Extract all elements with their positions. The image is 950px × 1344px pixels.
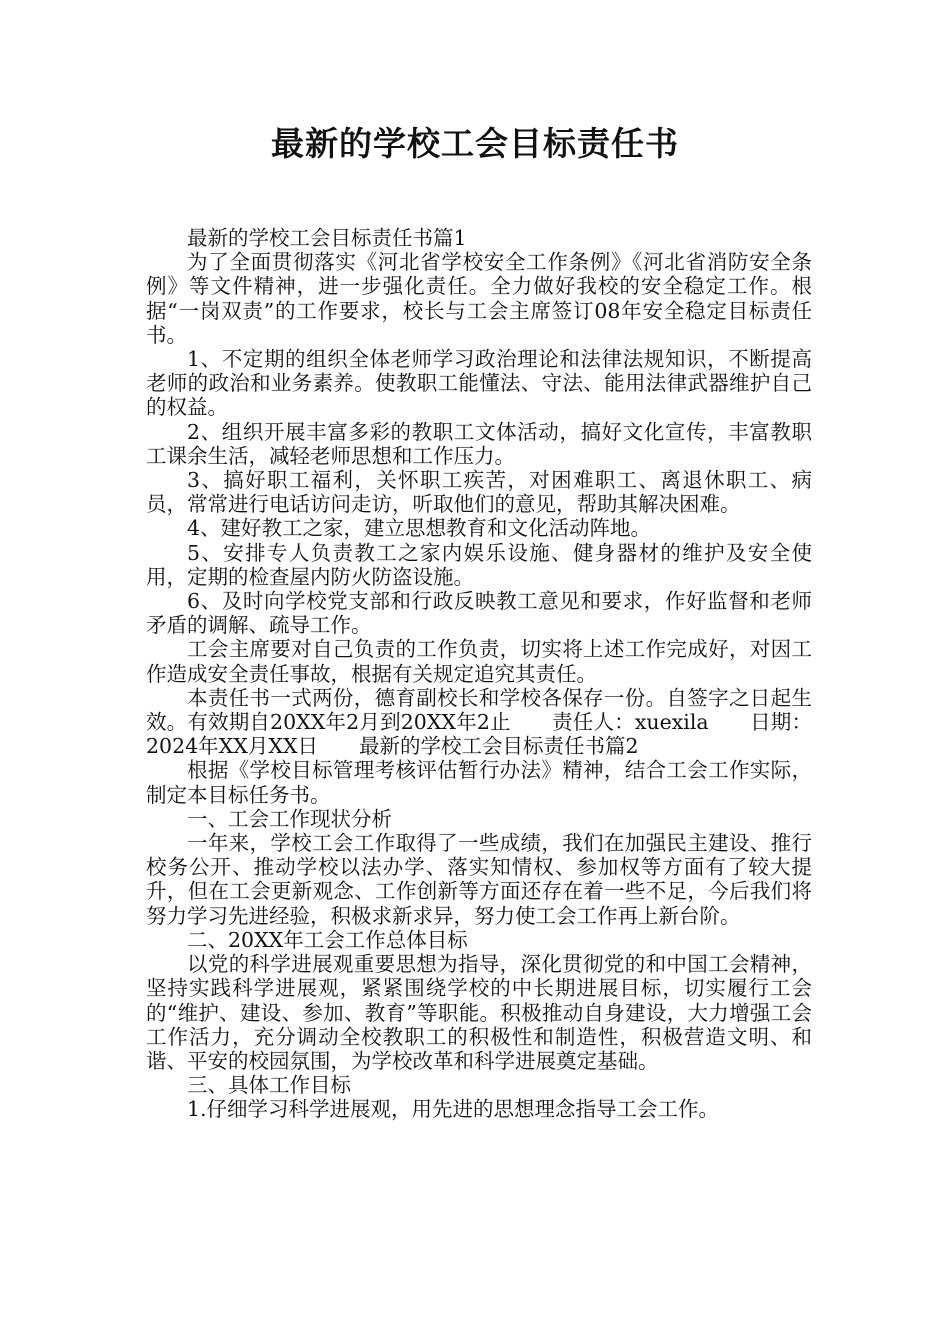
paragraph-item-5: 5、安排专人负责教工之家内娱乐设施、健身器材的维护及安全使用，定期的检查屋内防火防盗设施。 [146,540,812,589]
paragraph-specific-goal-1: 1.仔细学习科学进展观，用先进的思想理念指导工会工作。 [187,1097,720,1122]
section-heading-part-1: 最新的学校工会目标责任书篇1 [187,226,467,250]
paragraph-overall-goal: 以党的科学进展观重要思想为指导，深化贯彻党的和中国工会精神，坚持实践科学进展观，紧紧围绕学校的中长期进展目标，切实履行工会的“维护、建设、参加、教育”等职能。积极推动自身建设，大力增强工会工作活力，充分调动全校教职工的积极性和制造性，积极营造文明、和谐、平安的校园氛围，为学校改革和科学进展奠定基础。 [146,952,812,1073]
section-heading-overall-goal: 二、20XX年工会工作总体目标 [187,927,468,952]
paragraph-item-1: 1、不定期的组织全体老师学习政治理论和法律法规知识，不断提高老师的政治和业务素养。使教职工能懂法、守法、能用法律武器维护自己的权益。 [146,347,812,420]
paragraph-signature-and-part-2: 本责任书一式两份，德育副校长和学校各保存一份。自签字之日起生效。有效期自20XX年2月到20XX年2止 责任人：xuexila 日期：2024年XX月XX日 最新的学校工会目标责任书篇2 [146,685,812,759]
paragraph-item-2: 2、组织开展丰富多彩的教职工文体活动，搞好文化宣传，丰富教职工课余生活，减轻老师思想和工作压力。 [146,419,812,468]
paragraph-analysis: 一年来，学校工会工作取得了一些成绩，我们在加强民主建设、推行校务公开、推动学校以法办学、落实知情权、参加权等方面有了较大提升，但在工会更新观念、工作创新等方面还存在着一些不足，今后我们将努力学习先进经验，积极求新求异，努力使工会工作再上新台阶。 [146,831,812,928]
paragraph-item-4: 4、建好教工之家，建立思想教育和文化活动阵地。 [187,516,652,541]
paragraph-basis: 根据《学校目标管理考核评估暂行办法》精神，结合工会工作实际，制定本目标任务书。 [146,758,812,807]
section-heading-specific-goals: 三、具体工作目标 [187,1073,351,1098]
paragraph-item-6: 6、及时向学校党支部和行政反映教工意见和要求，作好监督和老师矛盾的调解、疏导工作。 [146,589,812,638]
paragraph-responsibility: 工会主席要对自己负责的工作负责，切实将上述工作完成好，对因工作造成安全责任事故，根据有关规定追究其责任。 [146,637,812,686]
section-heading-analysis: 一、工会工作现状分析 [187,806,392,831]
document-body [146,226,812,1122]
paragraph-intro: 为了全面贯彻落实《河北省学校安全工作条例》《河北省消防安全条例》等文件精神，进一步强化责任。全力做好我校的安全稳定工作。根据“一岗双责”的工作要求，校长与工会主席签订08年安全稳定目标责任书。 [146,250,812,347]
paragraph-item-3: 3、搞好职工福利，关怀职工疾苦，对困难职工、离退休职工、病员，常常进行电话访问走访，听取他们的意见，帮助其解决困难。 [146,468,812,517]
document-title: 最新的学校工会目标责任书 [271,124,679,163]
